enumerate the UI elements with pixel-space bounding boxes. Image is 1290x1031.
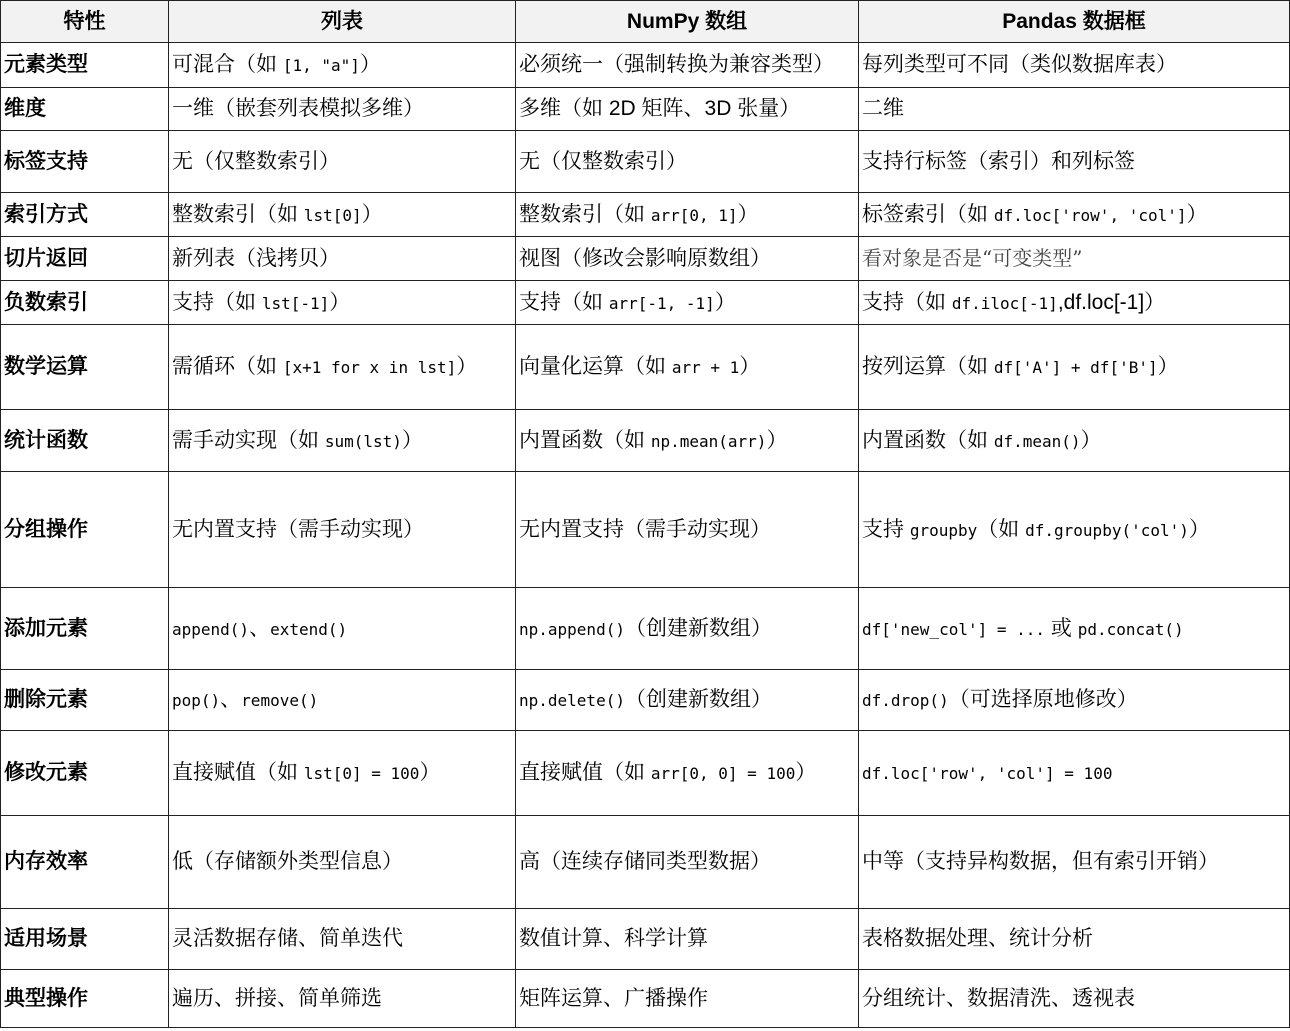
cell-list	[169, 816, 516, 909]
cell-list	[169, 588, 516, 670]
cell-numpy	[516, 816, 859, 909]
cell-text: 低（存储额外类型信息）	[172, 850, 403, 874]
cell-pandas	[859, 281, 1290, 325]
cell-text: 多维（如 2D 矩阵、3D 张量）	[519, 97, 801, 121]
table-row	[1, 325, 1290, 410]
cell-text: 分组统计、数据清洗、透视表	[862, 986, 1135, 1010]
cell-numpy	[516, 410, 859, 472]
cell-pandas	[859, 970, 1290, 1028]
cell-text: 标签索引（如	[862, 202, 994, 226]
code-snippet: pop()	[172, 691, 221, 711]
cell-pandas	[859, 909, 1290, 970]
cell-text: 无（仅整数索引）	[519, 149, 687, 173]
code-snippet: df['A'] + df['B']	[993, 358, 1158, 378]
cell-text: ）	[737, 202, 759, 226]
table-row	[1, 816, 1290, 909]
row-label: 索引方式	[1, 193, 169, 237]
code-snippet: remove()	[241, 691, 319, 711]
table-header	[1, 1, 1290, 43]
code-snippet: np.append()	[519, 619, 625, 639]
cell-text: ）	[359, 53, 381, 77]
table-row	[1, 909, 1290, 970]
cell-text: ）	[795, 761, 817, 785]
cell-text: 需循环（如	[172, 355, 283, 379]
table-body	[1, 43, 1290, 1028]
code-snippet: lst[-1]	[261, 293, 330, 313]
cell-text: 、	[249, 616, 271, 640]
code-snippet: arr[-1, -1]	[608, 293, 715, 313]
cell-text: 二维	[862, 97, 904, 121]
row-label: 删除元素	[1, 670, 169, 731]
cell-text: （创建新数组）	[624, 688, 772, 712]
cell-text: 支持（如	[862, 290, 952, 314]
code-snippet: arr[0, 0] = 100	[650, 764, 796, 784]
row-label: 修改元素	[1, 731, 169, 816]
code-snippet: df.groupby('col')	[1025, 520, 1189, 540]
cell-text: 新列表（浅拷贝）	[172, 246, 340, 270]
cell-pandas	[859, 731, 1290, 816]
cell-text: （可选择原地修改）	[948, 688, 1138, 712]
header-list: 列表	[169, 1, 516, 43]
cell-list	[169, 909, 516, 970]
cell-text: ）	[419, 761, 441, 785]
cell-text: 中等（支持异构数据，但有索引开销）	[862, 850, 1219, 874]
cell-text: 支持	[862, 517, 910, 541]
cell-numpy	[516, 909, 859, 970]
code-snippet: df.loc['row', 'col'] = 100	[862, 764, 1113, 784]
cell-text: 表格数据处理、统计分析	[862, 927, 1093, 951]
cell-text: ）	[739, 355, 761, 379]
cell-numpy	[516, 281, 859, 325]
cell-pandas	[859, 670, 1290, 731]
code-snippet: arr + 1	[671, 358, 740, 378]
cell-pandas	[859, 43, 1290, 88]
cell-text: 可混合（如	[172, 53, 283, 77]
table-row	[1, 670, 1290, 731]
code-snippet: lst[0] = 100	[303, 764, 420, 784]
code-snippet: lst[0]	[303, 205, 362, 225]
cell-numpy	[516, 88, 859, 131]
cell-numpy	[516, 193, 859, 237]
code-snippet: pd.concat()	[1077, 619, 1184, 639]
cell-pandas	[859, 472, 1290, 588]
cell-text: ）	[766, 428, 788, 452]
cell-text: 一维（嵌套列表模拟多维）	[172, 97, 424, 121]
cell-pandas	[859, 237, 1290, 281]
cell-numpy	[516, 970, 859, 1028]
cell-text: ）	[1188, 517, 1210, 541]
code-snippet: df.iloc[-1]	[951, 293, 1058, 313]
cell-text: 支持（如	[172, 290, 262, 314]
cell-text: ）	[401, 428, 423, 452]
cell-text: 灵活数据存储、简单迭代	[172, 927, 403, 951]
cell-pandas	[859, 131, 1290, 193]
cell-list	[169, 970, 516, 1028]
cell-text: ,df.loc[-1]）	[1057, 290, 1166, 314]
row-label: 数学运算	[1, 325, 169, 410]
cell-text: 视图（修改会影响原数组）	[519, 246, 771, 270]
cell-text: 无（仅整数索引）	[172, 149, 340, 173]
cell-text: 无内置支持（需手动实现）	[519, 517, 771, 541]
table-row	[1, 237, 1290, 281]
cell-list	[169, 325, 516, 410]
header-numpy: NumPy 数组	[516, 1, 859, 43]
row-label: 负数索引	[1, 281, 169, 325]
table-row	[1, 193, 1290, 237]
code-snippet: [x+1 for x in lst]	[282, 358, 457, 378]
cell-text: 遍历、拼接、简单筛选	[172, 986, 382, 1010]
table-row	[1, 88, 1290, 131]
code-snippet: df.loc['row', 'col']	[993, 205, 1187, 225]
cell-numpy	[516, 131, 859, 193]
cell-text: 或	[1045, 616, 1078, 640]
cell-text: 必须统一（强制转换为兼容类型）	[519, 53, 834, 77]
row-label: 维度	[1, 88, 169, 131]
cell-text: （如	[977, 517, 1026, 541]
code-snippet: df['new_col'] = ...	[862, 619, 1046, 639]
table-row	[1, 131, 1290, 193]
cell-text: 每列类型可不同（类似数据库表）	[862, 53, 1177, 77]
cell-numpy	[516, 237, 859, 281]
cell-text: 直接赋值（如	[519, 761, 651, 785]
row-label: 标签支持	[1, 131, 169, 193]
cell-text: 按列运算（如	[862, 355, 994, 379]
code-snippet: np.delete()	[519, 691, 625, 711]
cell-text: 内置函数（如	[519, 428, 651, 452]
table-row	[1, 472, 1290, 588]
cell-text: （创建新数组）	[624, 616, 772, 640]
cell-pandas	[859, 588, 1290, 670]
cell-text: 整数索引（如	[519, 202, 651, 226]
cell-text: 内置函数（如	[862, 428, 994, 452]
code-snippet: extend()	[270, 619, 348, 639]
cell-text: 数值计算、科学计算	[519, 927, 708, 951]
cell-text: 整数索引（如	[172, 202, 304, 226]
table-row	[1, 281, 1290, 325]
code-snippet: append()	[172, 619, 250, 639]
cell-pandas	[859, 88, 1290, 131]
cell-list	[169, 193, 516, 237]
cell-numpy	[516, 670, 859, 731]
cell-text: ）	[456, 355, 478, 379]
cell-text: 看对象是否是“可变类型”	[862, 245, 1083, 270]
row-label: 元素类型	[1, 43, 169, 88]
code-snippet: df.drop()	[862, 691, 949, 711]
cell-text: 支持（如	[519, 290, 609, 314]
cell-text: 支持行标签（索引）和列标签	[862, 149, 1135, 173]
cell-list	[169, 43, 516, 88]
code-snippet: np.mean(arr)	[650, 431, 767, 451]
cell-text: 无内置支持（需手动实现）	[172, 517, 424, 541]
code-snippet: groupby	[909, 520, 978, 540]
header-row	[1, 1, 1290, 43]
cell-numpy	[516, 731, 859, 816]
cell-pandas	[859, 816, 1290, 909]
cell-text: ）	[1080, 428, 1102, 452]
cell-numpy	[516, 43, 859, 88]
code-snippet: arr[0, 1]	[650, 205, 738, 225]
cell-text: 需手动实现（如	[172, 428, 325, 452]
cell-text: ）	[714, 290, 736, 314]
cell-list	[169, 731, 516, 816]
cell-text: 直接赋值（如	[172, 761, 304, 785]
cell-list	[169, 88, 516, 131]
row-label: 统计函数	[1, 410, 169, 472]
table-row	[1, 43, 1290, 88]
cell-numpy	[516, 588, 859, 670]
cell-pandas	[859, 193, 1290, 237]
row-label: 适用场景	[1, 909, 169, 970]
table-row	[1, 970, 1290, 1028]
code-snippet: sum(lst)	[324, 431, 402, 451]
row-label: 切片返回	[1, 237, 169, 281]
code-snippet: df.mean()	[993, 431, 1081, 451]
cell-text: 矩阵运算、广播操作	[519, 986, 708, 1010]
row-label: 内存效率	[1, 816, 169, 909]
cell-text: ）	[1157, 355, 1179, 379]
header-pandas: Pandas 数据框	[859, 1, 1290, 43]
table-row	[1, 588, 1290, 670]
cell-list	[169, 237, 516, 281]
table-row	[1, 731, 1290, 816]
row-label: 分组操作	[1, 472, 169, 588]
cell-pandas	[859, 410, 1290, 472]
cell-pandas	[859, 325, 1290, 410]
cell-text: 向量化运算（如	[519, 355, 672, 379]
cell-text: 、	[220, 688, 242, 712]
cell-list	[169, 410, 516, 472]
code-snippet: [1, "a"]	[282, 56, 360, 76]
cell-text: ）	[1186, 202, 1208, 226]
cell-numpy	[516, 472, 859, 588]
cell-numpy	[516, 325, 859, 410]
table-row	[1, 410, 1290, 472]
cell-list	[169, 472, 516, 588]
cell-text: ）	[361, 202, 383, 226]
cell-text: ）	[329, 290, 351, 314]
row-label: 典型操作	[1, 970, 169, 1028]
cell-list	[169, 131, 516, 193]
header-feature: 特性	[1, 1, 169, 43]
row-label: 添加元素	[1, 588, 169, 670]
cell-text: 高（连续存储同类型数据）	[519, 850, 771, 874]
cell-list	[169, 670, 516, 731]
cell-list	[169, 281, 516, 325]
